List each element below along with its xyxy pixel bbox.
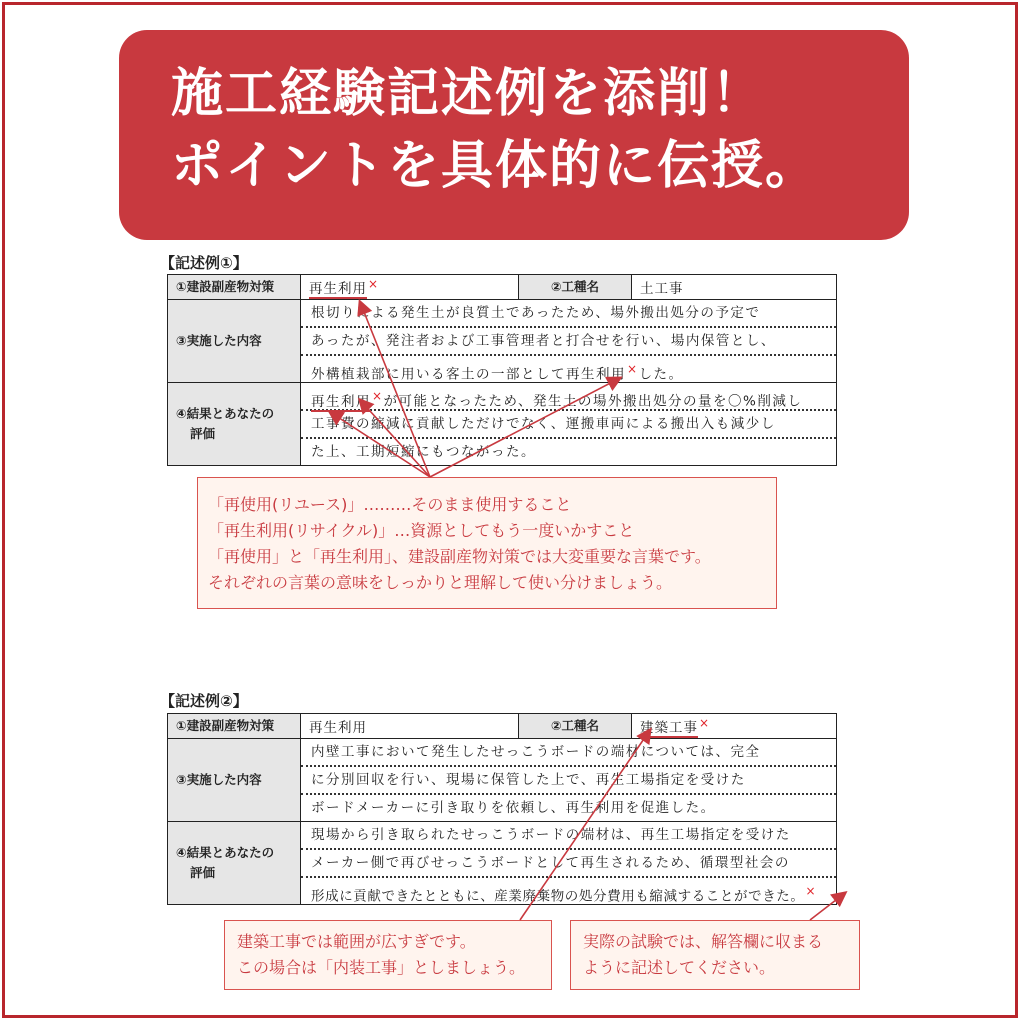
result-line: た上、工期短縮にもつながった。 [311, 444, 536, 460]
example2-table [167, 713, 837, 905]
header-result: ④結果とあなたの 評価 [168, 383, 301, 466]
header-content: ③実施した内容 [168, 739, 301, 822]
example1-table [167, 274, 837, 466]
note-answer-space [570, 920, 860, 990]
content-cell [301, 739, 837, 822]
value-byproduct: 再生利用 [301, 714, 519, 739]
value-byproduct: 再生利用× [301, 275, 519, 300]
content-line: あったが、発注者および工事管理者と打合せを行い、場内保管とし、 [301, 328, 836, 356]
result-cell [301, 822, 837, 905]
example2-label: 【記述例②】 [160, 692, 248, 710]
note-line: 建築工事では範囲が広すぎです。 [237, 932, 476, 951]
note-line: 実際の試験では、解答欄に収まる [583, 932, 824, 951]
result-cell [301, 383, 837, 466]
value-work-type: 建築工事× [632, 714, 837, 739]
banner-line-2: ポイントを具体的に伝授。 [171, 136, 820, 196]
header-byproduct: ①建設副産物対策 [168, 714, 301, 739]
note-line: 「再生利用(リサイクル)」…資源としてもう一度いかすこと [208, 521, 635, 540]
header-work-type: ②工種名 [519, 714, 632, 739]
header-byproduct: ①建設副産物対策 [168, 275, 301, 300]
note-reuse-recycle [197, 477, 777, 609]
note-line: この場合は「内装工事」としましょう。 [237, 958, 526, 977]
result-line: 工事費の縮減に貢献しただけでなく、運搬車両による搬出入も減少し [301, 411, 836, 439]
result-line: 形成に貢献できたとともに、産業廃棄物の処分費用も縮減することができた。× [311, 884, 817, 905]
value-work-type: 土工事 [632, 275, 837, 300]
result-line: メーカー側で再びせっこうボードとして再生されるため、循環型社会の [301, 850, 836, 878]
title-banner [119, 30, 909, 240]
note-work-type [224, 920, 552, 990]
content-line: 根切りによる発生土が良質土であったため、場外搬出処分の予定で [301, 300, 836, 328]
content-line: に分別回収を行い、現場に保管した上で、再生工場指定を受けた [301, 767, 836, 795]
result-line: 再生利用×が可能となったため、発生土の場外搬出処分の量を〇%削減し [301, 383, 836, 411]
banner-line-1: 施工経験記述例を添削！ [171, 64, 766, 124]
content-line: 外構植栽部に用いる客土の一部として再生利用×した。 [311, 362, 684, 383]
note-line: 「再使用(リユース)」………そのまま使用すること [208, 495, 572, 514]
content-line: 内壁工事において発生したせっこうボードの端材については、完全 [301, 739, 836, 767]
example1-label: 【記述例①】 [160, 254, 248, 272]
header-work-type: ②工種名 [519, 275, 632, 300]
result-line: 現場から引き取られたせっこうボードの端材は、再生工場指定を受けた [301, 822, 836, 850]
header-content: ③実施した内容 [168, 300, 301, 383]
note-line: ように記述してください。 [583, 958, 776, 977]
note-line: 「再使用」と「再生利用」、建設副産物対策では大変重要な言葉です。 [208, 547, 711, 566]
content-line: ボードメーカーに引き取りを依頼し、再生利用を促進した。 [311, 800, 716, 816]
header-result: ④結果とあなたの 評価 [168, 822, 301, 905]
content-cell [301, 300, 837, 383]
note-line: それぞれの言葉の意味をしっかりと理解して使い分けましょう。 [208, 573, 673, 592]
